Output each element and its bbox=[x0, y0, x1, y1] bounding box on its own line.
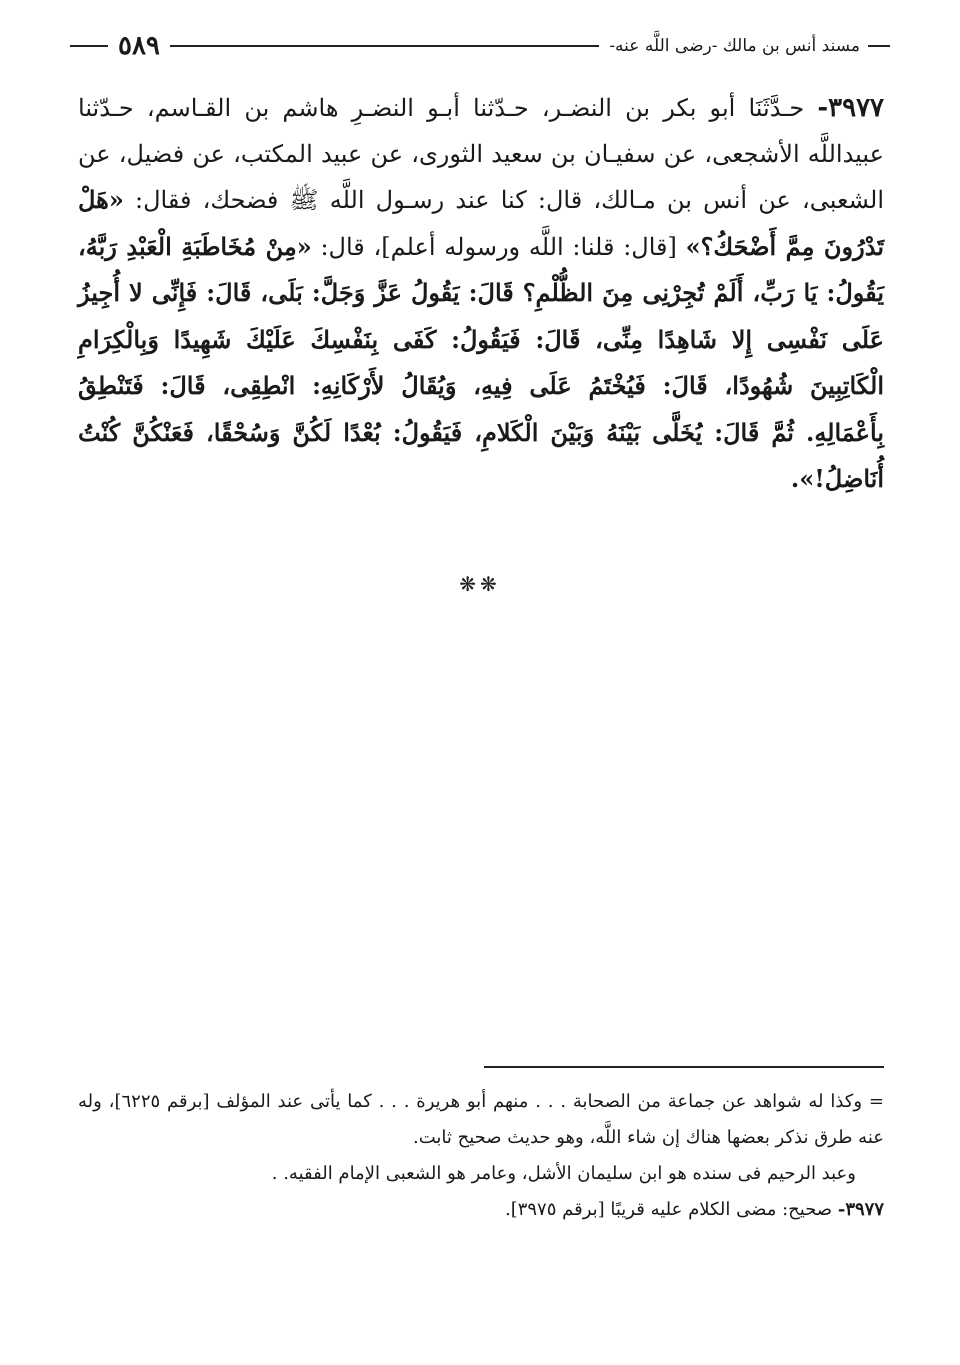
footnote-divider bbox=[484, 1066, 884, 1068]
hadith-chain: حـدَّثَنَا أبو بكر بن النضـر، حـدّثنا أبـو النضـرِ هاشم بن القـاسم، حـدّثنا عبيداللَّه الأشجعى، عن سفيـان بن سعيد الثورى، عن عبيد المكتب، عن فضيل، عن الشعبى، عن أنس بن مـالك، قال: كنا عند رسـول اللَّه ﷺ فضحك، فقال: bbox=[78, 94, 884, 214]
footnote-grading bbox=[78, 1192, 884, 1228]
hadith-number: ٣٩٧٧- bbox=[817, 93, 884, 123]
hadith-interlude: [قال: قلنا: اللَّه ورسوله أعلم]، قال: bbox=[320, 232, 677, 261]
footnotes bbox=[78, 1084, 884, 1228]
page-number: ٥٨٩ bbox=[118, 31, 160, 61]
header-dash bbox=[868, 45, 890, 47]
running-title: مسند أنس بن مالك -رضى اللَّه عنه- bbox=[609, 36, 860, 56]
footnote-grading-text: صحيح: مضى الكلام عليه قريبًا [برقم ٣٩٧٥]. bbox=[504, 1199, 833, 1220]
hadith-text bbox=[78, 86, 884, 503]
running-header bbox=[70, 30, 890, 62]
section-separator: ❋❋ bbox=[459, 572, 501, 596]
prophet-speech: «مِنْ مُخَاطَبَةِ الْعَبْدِ رَبَّهُ، يَقُولُ: يَا رَبِّ، أَلَمْ تُجِرْنِى مِنَ الظُّلْمِ؟ قَالَ: يَقُولُ عَزَّ وَجَلَّ: بَلَى، قَالَ: فَإِنِّى لا أُجِيزُ عَلَى نَفْسِى إِلا شَاهِدًا مِنِّى، قَالَ: فَيَقُولُ: كَفَى بِنَفْسِكَ عَلَيْكَ شَهِيدًا وَبِالْكِرَامِ الْكَاتِبِينَ شُهُودًا، قَالَ: فَيُخْتَمُ عَلَى فِيهِ، وَيُقَالُ لأَرْكَانِهِ: انْطِقِى، قَالَ: فَتَنْطِقُ بِأَعْمَالِهِ. ثُمَّ قَالَ: يُخَلَّى بَيْنَهُ وَبَيْنَ الْكَلامِ، فَيَقُولُ: بُعْدًا لَكُنَّ وَسُحْقًا، فَعَنْكُنَّ كُنْتُ أُنَاضِلُ!». bbox=[78, 231, 884, 493]
footnote-continuation: = وكذا له شواهد عن جماعة من الصحابة . . . منهم أبو هريرة . . . كما يأتى عند المؤلف [برقم ٦٢٢٥]، وله عنه طرق نذكر بعضها هناك إن شاء اللَّه، وهو حديث صحيح ثابت. bbox=[78, 1091, 884, 1148]
footnote-note: وعبد الرحيم فى سنده هو ابن سليمان الأشل، وعامر هو الشعبى الإمام الفقيه. . bbox=[271, 1163, 856, 1184]
header-dash bbox=[70, 45, 108, 47]
header-rule bbox=[170, 45, 599, 47]
footnote-number: ٣٩٧٧- bbox=[837, 1199, 884, 1220]
prophet-speech: «هَلْ تَدْرُونَ مِمَّ أَضْحَكُ؟» bbox=[78, 185, 885, 261]
